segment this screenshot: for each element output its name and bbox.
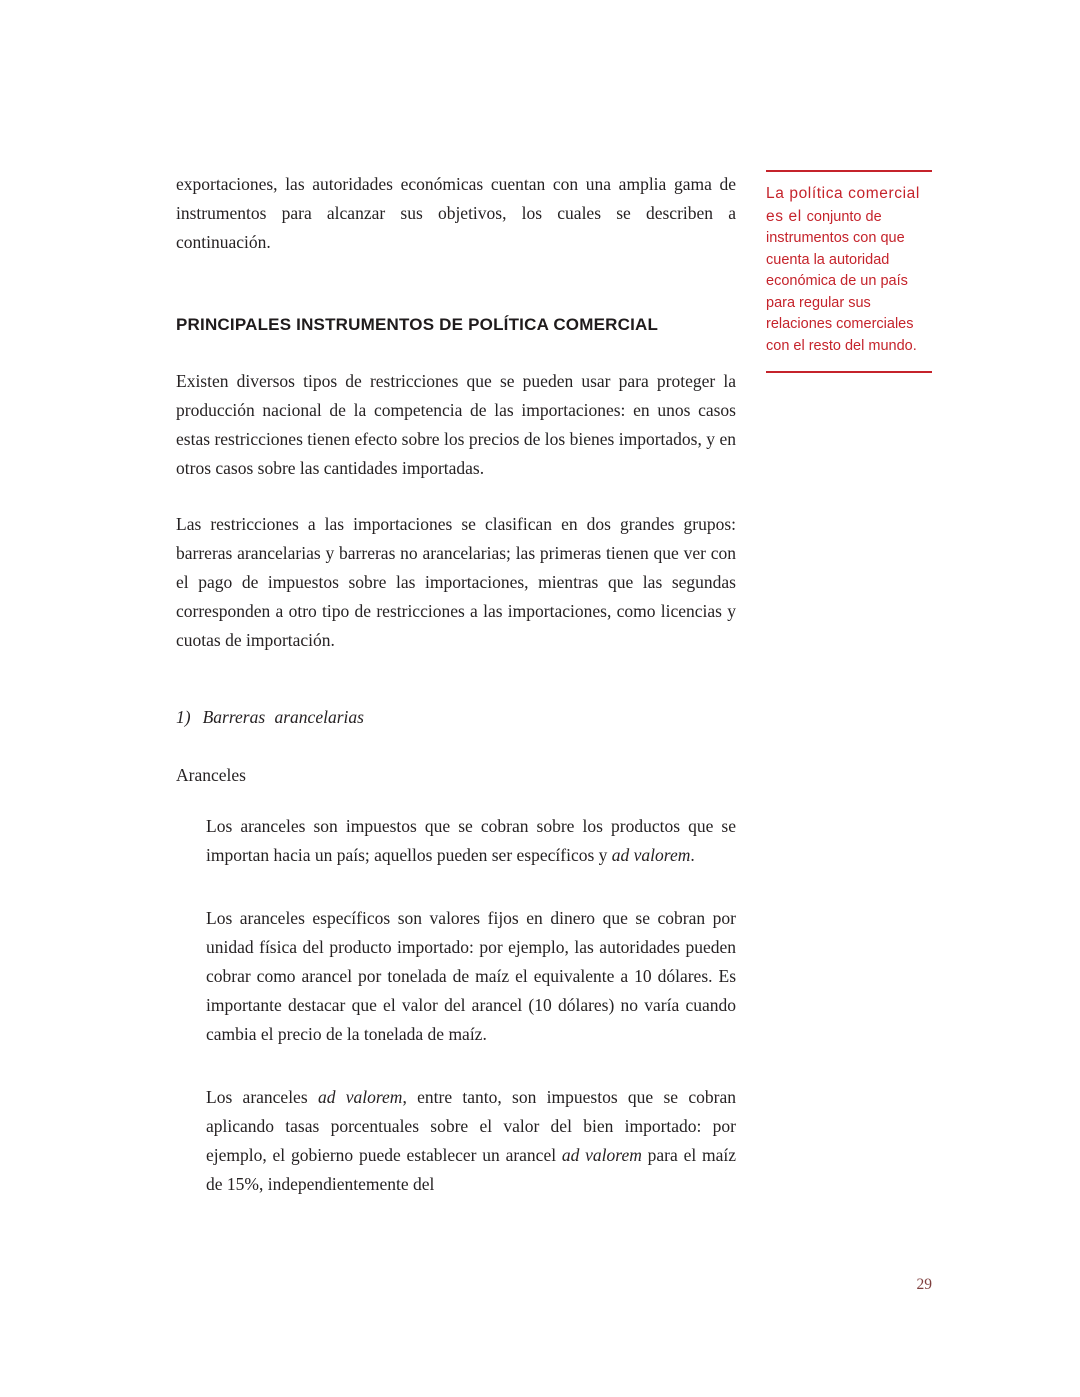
paragraph-aranceles-advalorem — [206, 1083, 736, 1199]
paragraph-advalorem-part2: , entre tanto, son impuestos que se cobran aplicando tasas porcentuales sobre el valor del bien importado: por ejemplo, el gobierno puede establecer un arancel — [206, 1087, 736, 1165]
paragraph-aranceles-especificos: Los aranceles específicos son valores fijos en dinero que se cobran por unidad física del producto importado: por ejemplo, las autoridades pueden cobrar como arancel por tonelada de maíz el equivalente a 10 dólares. Es importante destacar que el valor del arancel (10 dólares) no varía cuando cambia el precio de la tonelada de maíz. — [206, 908, 736, 1044]
margin-note-rest: conjunto de instrumentos con que cuenta la autoridad económica de un país para regular sus relaciones comerciales con el resto del mundo. — [766, 208, 917, 354]
section-heading: PRINCIPALES INSTRUMENTOS DE POLÍTICA COMERCIAL — [176, 315, 659, 334]
paragraph-def-italic-term: ad valorem — [611, 845, 691, 865]
paragraph-def-pre: Los aranceles son impuestos que se cobran sobre los productos que se importan hacia un país; aquellos pueden ser específicos y — [206, 816, 736, 865]
paragraph-intro: exportaciones, las autoridades económicas cuentan con una amplia gama de instrumentos para alcanzar sus objetivos, los cuales se describen a continuación. — [176, 174, 736, 252]
paragraph-advalorem-part1: Los aranceles — [206, 1087, 318, 1107]
page-number: 29 — [916, 1276, 932, 1293]
paragraph-aranceles-definicion — [206, 812, 736, 870]
subheading-barreras-arancelarias — [176, 707, 736, 728]
subheading-label: Barreras arancelarias — [202, 707, 364, 727]
paragraph-advalorem-italic1: ad valorem — [317, 1087, 403, 1107]
paragraph-advalorem-italic2: ad valorem — [561, 1145, 642, 1165]
margin-note — [766, 170, 932, 373]
paragraph-advalorem-part3: para el maíz de 15%, independientemente del — [206, 1145, 736, 1194]
subheading-aranceles: Aranceles — [176, 765, 246, 785]
margin-note-bottom-rule — [766, 371, 932, 373]
paragraph-restricciones: Existen diversos tipos de restricciones que se pueden usar para proteger la producción nacional de la competencia de las importaciones: en unos casos estas restricciones tienen efecto sobre los precios de los bienes importados, y en otros casos sobre las cantidades importadas. — [176, 371, 736, 478]
margin-note-top-rule — [766, 170, 932, 172]
paragraph-def-post: . — [690, 845, 695, 865]
margin-note-lead: La política comercial es el — [766, 185, 920, 225]
subheading-number: 1) — [176, 707, 191, 727]
margin-note-text — [766, 183, 932, 357]
main-text-column — [176, 170, 736, 1233]
paragraph-clasificacion: Las restricciones a las importaciones se clasifican en dos grandes grupos: barreras arancelarias y barreras no arancelarias; las primeras tienen que ver con el pago de impuestos sobre las importaciones, mientras que las segundas corresponden a otro tipo de restricciones a las importaciones, como licencias y cuotas de importación. — [176, 514, 736, 650]
